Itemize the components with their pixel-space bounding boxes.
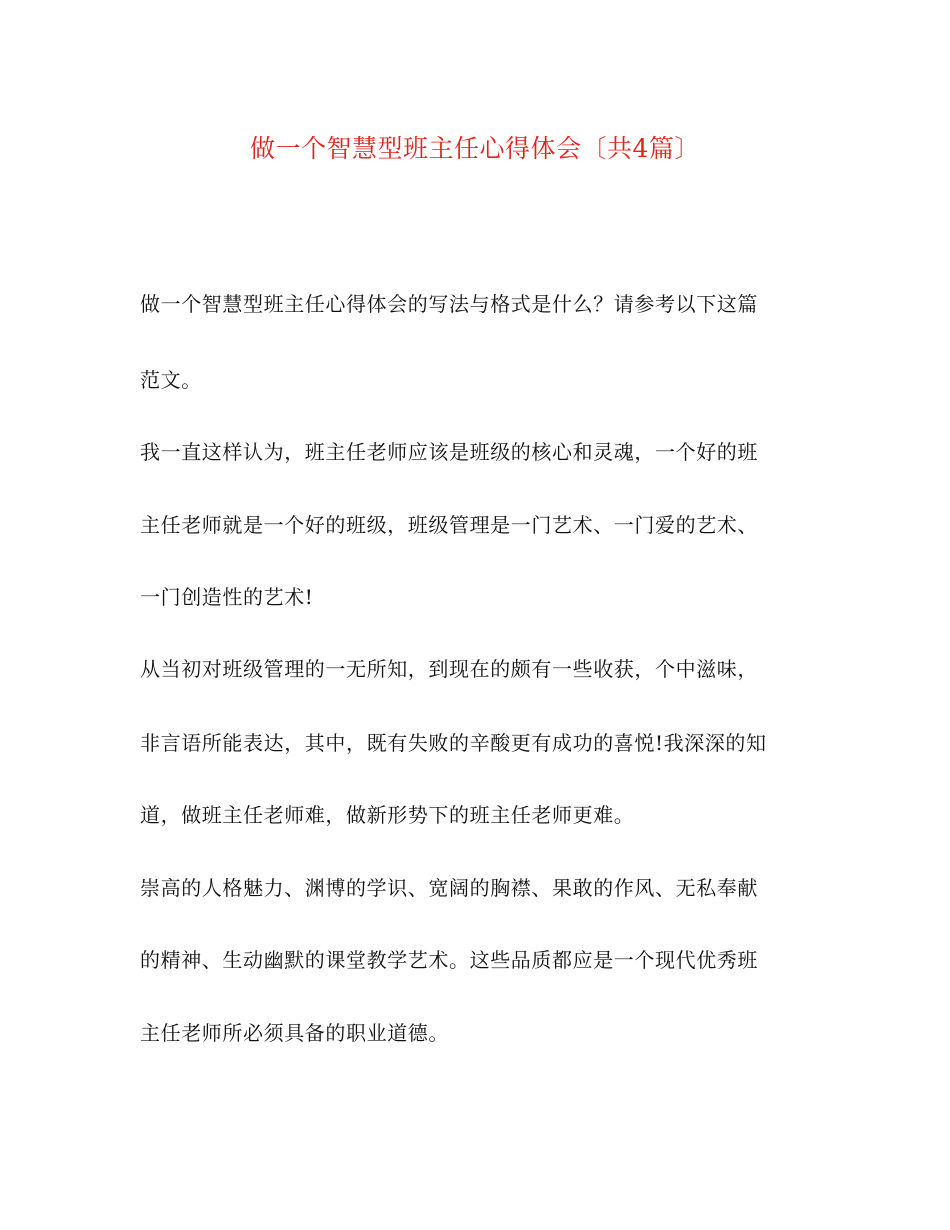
paragraph-line: 非言语所能表达，其中，既有失败的辛酸更有成功的喜悦!我深深的知	[140, 731, 767, 755]
document-title: 做一个智慧型班主任心得体会〔共4篇〕	[250, 134, 700, 163]
paragraph-line: 从当初对班级管理的一无所知，到现在的颇有一些收获，个中滋味，	[140, 657, 758, 681]
paragraph-line: 崇高的人格魅力、渊博的学识、宽阔的胸襟、果敢的作风、无私奉献	[140, 876, 758, 900]
paragraph-line: 做一个智慧型班主任心得体会的写法与格式是什么？请参考以下这篇	[140, 292, 758, 316]
paragraph-line: 一门创造性的艺术!	[140, 585, 314, 609]
paragraph-line: 范文。	[140, 368, 202, 392]
paragraph-line: 主任老师所必须具备的职业道德。	[140, 1021, 449, 1045]
paragraph-line: 主任老师就是一个好的班级，班级管理是一门艺术、一门爱的艺术、	[140, 513, 758, 537]
paragraph-line: 道，做班主任老师难，做新形势下的班主任老师更难。	[140, 803, 635, 827]
paragraph-line: 我一直这样认为，班主任老师应该是班级的核心和灵魂，一个好的班	[140, 440, 758, 464]
paragraph-line: 的精神、生动幽默的课堂教学艺术。这些品质都应是一个现代优秀班	[140, 948, 758, 972]
